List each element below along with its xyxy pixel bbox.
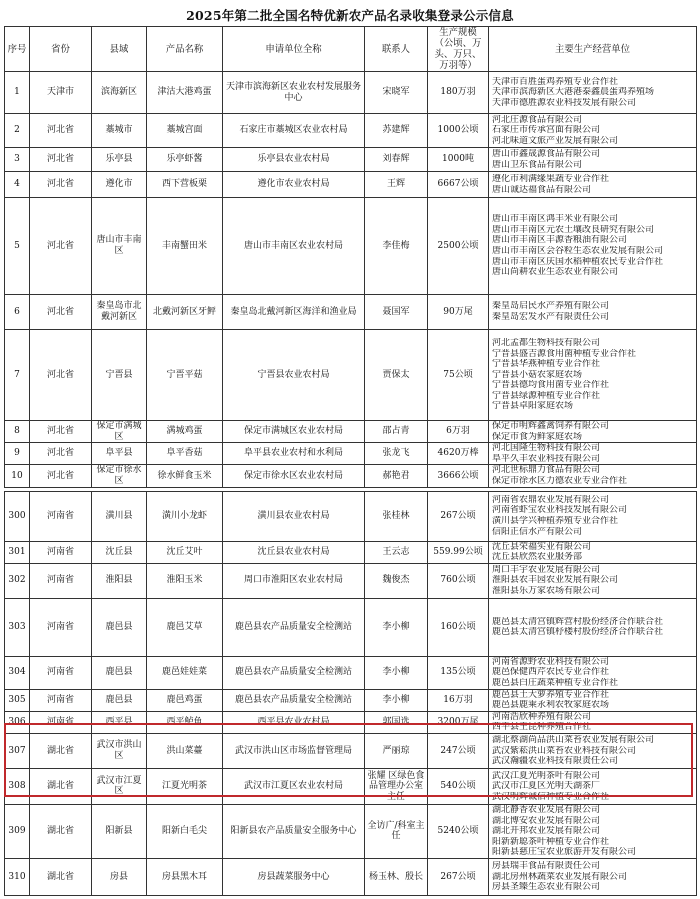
cell-product: 洪山菜薹	[147, 733, 223, 768]
cell-applicant: 秦皇岛北戴河新区海洋和渔业局	[223, 295, 365, 330]
cell-product: 阳新白毛尖	[147, 804, 223, 858]
cell-scale: 3666公顷	[428, 465, 489, 487]
cell-scale: 5240公顷	[428, 804, 489, 858]
cell-contact: 贾保太	[365, 330, 428, 421]
company-name: 秦皇岛启民水产养殖有限公司	[492, 301, 610, 312]
cell-province: 湖北省	[30, 768, 92, 804]
cell-product: 乐亭虾酱	[147, 148, 223, 172]
company-name: 房县瑞丰食品有限责任公司	[492, 860, 601, 871]
cell-companies	[489, 114, 697, 148]
cell-province: 河南省	[30, 598, 92, 656]
cell-scale: 16万羽	[428, 689, 489, 711]
cell-companies	[489, 491, 697, 541]
cell-contact: 郭国选	[365, 711, 428, 733]
company-name: 唐山卫东食品有限公司	[492, 159, 583, 170]
company-name: 鹿邑县鹿乘永利农牧家庭农场	[492, 700, 610, 711]
cell-scale: 75公顷	[428, 330, 489, 421]
company-name: 宁晋县德均食用菌专业合作社	[492, 380, 610, 391]
cell-applicant: 沈丘县农业农村局	[223, 541, 365, 563]
cell-applicant: 鹿邑县农产品质量安全检测站	[223, 689, 365, 711]
cell-scale: 760公顷	[428, 563, 489, 598]
company-name: 宁晋县绿源种植专业合作社	[492, 390, 601, 401]
table-row	[5, 768, 697, 804]
company-name: 唐山市丰南区会谷粒生态农业发展有限公司	[492, 246, 664, 256]
cell-province: 河北省	[30, 295, 92, 330]
cell-no: 304	[5, 656, 30, 689]
cell-companies	[489, 598, 697, 656]
cell-county: 阜平县	[92, 443, 147, 465]
company-name: 淮阳县乐万家农场有限公司	[492, 586, 601, 597]
company-name: 湖北开邦农业发展有限公司	[492, 826, 601, 837]
cell-applicant: 阳新县农产品质量安全服务中心	[223, 804, 365, 858]
cell-companies	[489, 689, 697, 711]
cell-companies	[489, 421, 697, 443]
cell-county: 鹿邑县	[92, 689, 147, 711]
company-name: 河南省农鼎农业发展有限公司	[492, 494, 610, 505]
cell-companies	[489, 330, 697, 421]
col-header-province: 省份	[30, 27, 92, 72]
cell-scale: 1000吨	[428, 148, 489, 172]
cell-scale: 90万尾	[428, 295, 489, 330]
company-name: 鹿邑县太清宫镇辉营村股份经济合作联合社	[492, 616, 664, 627]
cell-county: 沈丘县	[92, 541, 147, 563]
company-name: 湖北博安农业发展有限公司	[492, 815, 601, 826]
cell-county: 遵化市	[92, 172, 147, 198]
company-name: 沈丘县荣福实业有限公司	[492, 541, 592, 552]
cell-applicant: 遵化市农业农村局	[223, 172, 365, 198]
company-name: 武汉瀚疆农业科技有限责任公司	[492, 756, 619, 767]
table-row	[5, 330, 697, 421]
company-name: 武汉市江夏区光明天湖茶厂	[492, 781, 601, 792]
cell-contact: 聂国军	[365, 295, 428, 330]
cell-companies	[489, 541, 697, 563]
cell-contact: 王云志	[365, 541, 428, 563]
company-name: 保定市明辉鑫禽饲养有限公司	[492, 421, 610, 431]
cell-applicant: 宁晋县农业农村局	[223, 330, 365, 421]
cell-county: 保定市徐水区	[92, 465, 147, 487]
cell-contact: 刘春辉	[365, 148, 428, 172]
cell-county: 潢川县	[92, 491, 147, 541]
cell-companies	[489, 172, 697, 198]
company-name: 河北世标鼎力食品有限公司	[492, 465, 601, 476]
cell-product: 房县黑木耳	[147, 858, 223, 895]
cell-scale: 6万羽	[428, 421, 489, 443]
cell-province: 河北省	[30, 172, 92, 198]
product-registry-table	[4, 26, 697, 896]
table-row	[5, 198, 697, 295]
company-name: 河南浩欣种养殖有限公司	[492, 711, 592, 722]
cell-companies	[489, 711, 697, 733]
cell-scale: 2500公顷	[428, 198, 489, 295]
company-name: 河南省源野农业科技有限公司	[492, 656, 610, 667]
table-row	[5, 711, 697, 733]
cell-companies	[489, 858, 697, 895]
company-name: 石家庄市传承宫面有限公司	[492, 125, 601, 136]
cell-contact: 张耀 区绿色食品管理办公室主任	[365, 768, 428, 804]
company-name: 西平县王昆种养殖合作社	[492, 722, 592, 733]
company-name: 唐山诚达福食品有限公司	[492, 184, 592, 195]
cell-applicant: 石家庄市藁城区农业农村局	[223, 114, 365, 148]
company-name: 武汉紫菘洪山菜苔农业科技有限公司	[492, 745, 637, 756]
cell-county: 滨海新区	[92, 72, 147, 114]
cell-contact: 魏俊杰	[365, 563, 428, 598]
company-name: 天津市百胜蛋鸡养殖专业合作社	[492, 76, 619, 87]
company-name: 唐山市丰南区庆国水稻种植农民专业合作社	[492, 256, 664, 267]
company-name: 阳新县慈庄宝农业旅游开发有限公司	[492, 847, 637, 858]
company-name: 唐山市丰南区元农土壤改良研究有限公司	[492, 224, 655, 235]
cell-applicant: 潢川县农业农村局	[223, 491, 365, 541]
cell-contact: 杨玉林、殷长	[365, 858, 428, 895]
cell-applicant: 乐亭县农业农村局	[223, 148, 365, 172]
company-name: 鹿邑保健西芹农民专业合作社	[492, 667, 610, 678]
company-name: 河南省虾宝农业科技发展有限公司	[492, 505, 628, 516]
company-name: 宁晋县小菇农家庭农场	[492, 369, 583, 380]
table-row	[5, 148, 697, 172]
cell-product: 宁晋平菇	[147, 330, 223, 421]
col-header-applicant: 申请单位全称	[223, 27, 365, 72]
cell-companies	[489, 198, 697, 295]
company-name: 保定市徐水区力德农业专业合作社	[492, 475, 628, 486]
company-name: 湖北静香农业发展有限公司	[492, 804, 601, 815]
cell-county: 藁城市	[92, 114, 147, 148]
cell-product: 鹿邑娃娃菜	[147, 656, 223, 689]
table-row	[5, 114, 697, 148]
table-row	[5, 689, 697, 711]
cell-companies	[489, 443, 697, 465]
cell-county: 保定市满城区	[92, 421, 147, 443]
cell-product: 鹿邑鸡蛋	[147, 689, 223, 711]
company-name: 唐山市鑫晟源食品有限公司	[492, 148, 601, 159]
cell-no: 302	[5, 563, 30, 598]
cell-no: 2	[5, 114, 30, 148]
company-name: 秦皇岛宏发水产有限责任公司	[492, 312, 610, 322]
cell-contact: 李小柳	[365, 656, 428, 689]
cell-no: 1	[5, 72, 30, 114]
cell-applicant: 武汉市江夏区农业农村局	[223, 768, 365, 804]
cell-county: 唐山市丰南区	[92, 198, 147, 295]
cell-contact: 张桂林	[365, 491, 428, 541]
table-row	[5, 858, 697, 895]
cell-scale: 247公顷	[428, 733, 489, 768]
cell-companies	[489, 148, 697, 172]
cell-contact: 全访广/科室主任	[365, 804, 428, 858]
cell-no: 300	[5, 491, 30, 541]
cell-applicant: 唐山市丰南区农业农村局	[223, 198, 365, 295]
cell-no: 3	[5, 148, 30, 172]
cell-contact: 郝艳君	[365, 465, 428, 487]
table-row	[5, 172, 697, 198]
table-row	[5, 465, 697, 487]
cell-province: 河南省	[30, 491, 92, 541]
table-row	[5, 421, 697, 443]
company-name: 信阳正信水产有限公司	[492, 526, 583, 537]
cell-province: 河南省	[30, 541, 92, 563]
header-row	[5, 27, 697, 72]
col-header-no: 序号	[5, 27, 30, 72]
company-name: 湖北房州林蔬菜农业发展有限公司	[492, 871, 628, 882]
cell-applicant: 鹿邑县农产品质量安全检测站	[223, 656, 365, 689]
cell-applicant: 保定市徐水区农业农村局	[223, 465, 365, 487]
company-name: 河北孟都生物科技有限公司	[492, 337, 601, 348]
col-header-county: 县域	[92, 27, 147, 72]
cell-product: 满城鸡蛋	[147, 421, 223, 443]
cell-province: 河北省	[30, 465, 92, 487]
cell-county: 淮阳县	[92, 563, 147, 598]
cell-applicant: 保定市满城区农业农村局	[223, 421, 365, 443]
table-row	[5, 443, 697, 465]
cell-no: 6	[5, 295, 30, 330]
cell-no: 10	[5, 465, 30, 487]
cell-product: 西平鲈鱼	[147, 711, 223, 733]
company-name: 周口丰宇农业发展有限公司	[492, 564, 601, 575]
company-name: 唐山市丰南区丰源香粮油有限公司	[492, 235, 628, 246]
cell-province: 河北省	[30, 198, 92, 295]
company-name: 河北国隆生物科技有限公司	[492, 443, 601, 454]
cell-no: 303	[5, 598, 30, 656]
document-title: 2025年第二批全国名特优新农产品名录收集登录公示信息	[186, 8, 514, 23]
cell-scale: 6667公顷	[428, 172, 489, 198]
company-name: 天津市滨海新区大港港泰鑫晨蛋鸡养殖场	[492, 87, 655, 98]
cell-companies	[489, 563, 697, 598]
company-name: 天津市德胜源农业科技发展有限公司	[492, 97, 637, 108]
cell-product: 江夏光明茶	[147, 768, 223, 804]
cell-product: 藁城宫面	[147, 114, 223, 148]
cell-province: 河北省	[30, 421, 92, 443]
cell-province: 河南省	[30, 689, 92, 711]
cell-companies	[489, 656, 697, 689]
cell-companies	[489, 804, 697, 858]
cell-product: 淮阳玉米	[147, 563, 223, 598]
company-name: 保定市食为鲜家庭农场	[492, 431, 583, 442]
col-header-companies: 主要生产经营单位	[489, 27, 697, 72]
company-name: 宁晋县华燕种植专业合作社	[492, 359, 601, 370]
cell-province: 河南省	[30, 563, 92, 598]
table-row	[5, 733, 697, 768]
cell-county: 武汉市洪山区	[92, 733, 147, 768]
table-row	[5, 295, 697, 330]
cell-product: 徐水鲜食玉米	[147, 465, 223, 487]
cell-county: 秦皇岛市北戴河新区	[92, 295, 147, 330]
cell-scale: 540公顷	[428, 768, 489, 804]
cell-product: 沈丘艾叶	[147, 541, 223, 563]
cell-no: 5	[5, 198, 30, 295]
cell-contact: 宋晓军	[365, 72, 428, 114]
cell-scale: 559.99公顷	[428, 541, 489, 563]
cell-contact: 李佳梅	[365, 198, 428, 295]
company-name: 武汉江夏光明茶叶有限公司	[492, 770, 601, 781]
cell-product: 津沽大港鸡蛋	[147, 72, 223, 114]
cell-applicant: 周口市淮阳区农业农村局	[223, 563, 365, 598]
cell-scale: 1000公顷	[428, 114, 489, 148]
cell-scale: 180万羽	[428, 72, 489, 114]
company-name: 宁晋县卓阳家庭农场	[492, 401, 574, 412]
cell-scale: 267公顷	[428, 858, 489, 895]
cell-county: 武汉市江夏区	[92, 768, 147, 804]
cell-county: 宁晋县	[92, 330, 147, 421]
company-name: 潢川县学兴种植养殖专业合作社	[492, 516, 619, 527]
cell-companies	[489, 465, 697, 487]
cell-product: 阜平香菇	[147, 443, 223, 465]
cell-county: 房县	[92, 858, 147, 895]
company-name: 鹿邑县土大萝养殖专业合作社	[492, 689, 610, 700]
company-name: 武汉明辉诚信种植专业合作社	[492, 791, 610, 802]
cell-applicant: 天津市滨海新区农业农村发展服务中心	[223, 72, 365, 114]
company-name: 遵化市利满缘果蔬专业合作社	[492, 173, 610, 184]
cell-contact: 李小柳	[365, 689, 428, 711]
cell-applicant: 房县蔬菜服务中心	[223, 858, 365, 895]
table-row	[5, 541, 697, 563]
cell-no: 308	[5, 768, 30, 804]
company-name: 阜平久丰农业科技有限公司	[492, 453, 601, 464]
cell-product: 西下营板栗	[147, 172, 223, 198]
cell-no: 301	[5, 541, 30, 563]
cell-contact: 严丽琼	[365, 733, 428, 768]
cell-scale: 3200万尾	[428, 711, 489, 733]
company-name: 阳新新聪茶叶种植专业合作社	[492, 836, 610, 847]
company-name: 唐山市丰南区鸿丰米业有限公司	[492, 214, 619, 225]
cell-no: 306	[5, 711, 30, 733]
cell-province: 河南省	[30, 711, 92, 733]
cell-province: 河北省	[30, 330, 92, 421]
cell-county: 鹿邑县	[92, 656, 147, 689]
cell-no: 310	[5, 858, 30, 895]
cell-no: 9	[5, 443, 30, 465]
col-header-product: 产品名称	[147, 27, 223, 72]
cell-applicant: 西平县农业农村局	[223, 711, 365, 733]
cell-no: 307	[5, 733, 30, 768]
company-name: 河北味道文旅产业发展有限公司	[492, 135, 619, 146]
cell-companies	[489, 295, 697, 330]
cell-product: 鹿邑艾草	[147, 598, 223, 656]
cell-applicant: 鹿邑县农产品质量安全检测站	[223, 598, 365, 656]
cell-product: 丰南蟹田米	[147, 198, 223, 295]
cell-county: 鹿邑县	[92, 598, 147, 656]
cell-companies	[489, 72, 697, 114]
cell-contact: 苏建辉	[365, 114, 428, 148]
table-row	[5, 72, 697, 114]
cell-province: 河北省	[30, 443, 92, 465]
col-header-contact: 联系人	[365, 27, 428, 72]
cell-applicant: 武汉市洪山区市场监督管理局	[223, 733, 365, 768]
cell-county: 西平县	[92, 711, 147, 733]
cell-product: 北戴河新区牙鲆	[147, 295, 223, 330]
company-name: 鹿邑县太清宫镇杼楼村股份经济合作联合社	[492, 627, 664, 638]
table-row	[5, 491, 697, 541]
table-row	[5, 563, 697, 598]
cell-province: 河北省	[30, 148, 92, 172]
cell-scale: 135公顷	[428, 656, 489, 689]
table-row	[5, 656, 697, 689]
company-name: 淮阳县农丰园农业发展有限公司	[492, 575, 619, 586]
cell-companies	[489, 768, 697, 804]
cell-county: 乐亭县	[92, 148, 147, 172]
cell-county: 阳新县	[92, 804, 147, 858]
cell-scale: 160公顷	[428, 598, 489, 656]
company-name: 唐山尚耕农业生态农业有限公司	[492, 267, 619, 278]
company-name: 鹿邑县白庄蔬菜种植专业合作社	[492, 677, 619, 688]
company-name: 湖北蔡湖尚品洪山菜苔农业发展有限公司	[492, 735, 655, 746]
cell-no: 7	[5, 330, 30, 421]
cell-contact: 张龙飞	[365, 443, 428, 465]
cell-province: 河南省	[30, 656, 92, 689]
table-row	[5, 804, 697, 858]
cell-no: 305	[5, 689, 30, 711]
cell-contact: 邵占青	[365, 421, 428, 443]
cell-scale: 4620万棒	[428, 443, 489, 465]
company-name: 房县圣臻生态农业有限公司	[492, 882, 601, 893]
cell-companies	[489, 733, 697, 768]
cell-province: 天津市	[30, 72, 92, 114]
cell-province: 湖北省	[30, 858, 92, 895]
company-name: 宁晋县盛吉源食用菌种植专业合作社	[492, 348, 637, 359]
cell-contact: 李小柳	[365, 598, 428, 656]
cell-scale: 267公顷	[428, 491, 489, 541]
cell-no: 309	[5, 804, 30, 858]
cell-no: 8	[5, 421, 30, 443]
cell-applicant: 阜平县农业农村和水利局	[223, 443, 365, 465]
table-row	[5, 598, 697, 656]
cell-contact: 王辉	[365, 172, 428, 198]
cell-province: 河北省	[30, 114, 92, 148]
col-header-scale: 生产规模（公顷、万头、万只、万羽等）	[428, 27, 489, 72]
cell-product: 潢川小龙虾	[147, 491, 223, 541]
cell-province: 湖北省	[30, 733, 92, 768]
cell-province: 湖北省	[30, 804, 92, 858]
company-name: 沈丘县欣然农业服务部	[492, 552, 583, 563]
cell-no: 4	[5, 172, 30, 198]
company-name: 河北庄源食品有限公司	[492, 114, 583, 125]
